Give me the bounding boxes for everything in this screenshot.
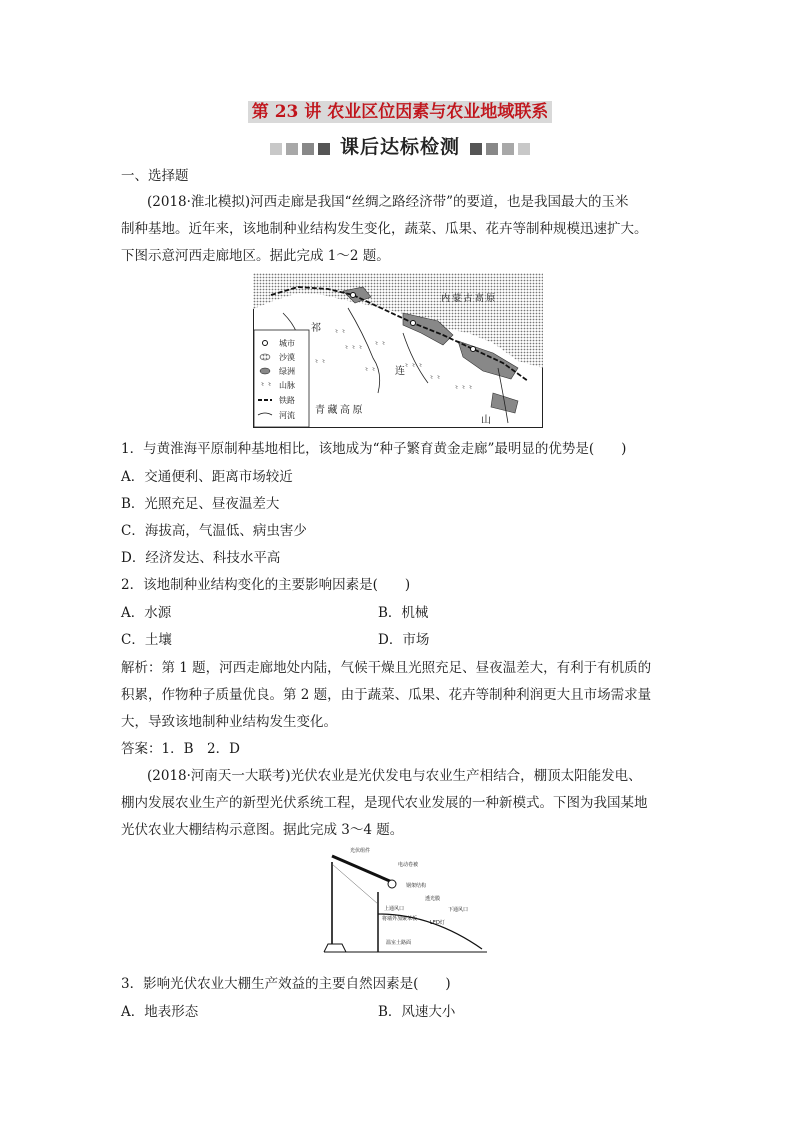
label-motor-roller: 电动卷被 [398, 862, 419, 868]
svg-text:⺀⺀⺀: ⺀⺀⺀ [453, 385, 474, 393]
label-mongolia-plateau: 内 蒙 古 高 原 [441, 293, 496, 303]
analysis-line-2: 积累，作物种子质量优良。第 2 题，由于蔬菜、瓜果、花卉等制种利润更大且市场需求量 [121, 687, 652, 703]
intro2-line-2: 棚内发展农业生产的新型光伏系统工程，是现代农业发展的一种新模式。下图为我国某地 [121, 795, 648, 811]
legend-city-symbol [263, 341, 268, 346]
base-structure [324, 944, 346, 952]
intro2-line-3: 光伏农业大棚结构示意图。据此完成 3～4 题。 [121, 822, 404, 838]
answer-line: 答案：1．B 2．D [121, 741, 240, 757]
label-upper-vent: 上通风口 [384, 906, 405, 912]
intro2-line-1: (2018·河南天一大联考)光伏农业是光伏发电与农业生产相结合，棚顶太阳能发电、 [147, 768, 642, 784]
section-banner [0, 132, 800, 159]
section-heading: 一、选择题 [121, 168, 189, 184]
svg-text:⺀⺀: ⺀⺀ [313, 359, 327, 367]
q1-option-d: D．经济发达、科技水平高 [121, 550, 281, 566]
map-legend [254, 330, 309, 427]
svg-text:⺀⺀: ⺀⺀ [333, 329, 347, 337]
svg-text:⺀⺀: ⺀⺀ [428, 375, 442, 383]
label-lian: 连 [395, 366, 405, 377]
label-ground: 温室土路面 [386, 940, 412, 946]
city-1 [351, 293, 356, 298]
q3-stem: 3．影响光伏农业大棚生产效益的主要自然因素是( ) [121, 976, 451, 992]
legend-oasis: 绿洲 [279, 367, 295, 376]
q1-stem: 1．与黄淮海平原制种基地相比，该地成为“种子繁育黄金走廊”最明显的优势是( ) [121, 441, 627, 457]
q1-option-c: C．海拔高，气温低、病虫害少 [121, 523, 307, 539]
q2-stem: 2．该地制种业结构变化的主要影响因素是( ) [121, 577, 411, 593]
svg-text:⺀⺀⺀: ⺀⺀⺀ [343, 345, 364, 353]
support-line [332, 864, 378, 904]
label-qingzang-plateau: 青 藏 高 原 [315, 405, 363, 416]
pv-greenhouse-diagram [322, 844, 492, 956]
page-title: 第 23 讲 农业区位因素与农业地域联系 [0, 97, 800, 122]
banner-text: 课后达标检测 [339, 136, 460, 158]
svg-text:⺀⺀: ⺀⺀ [373, 341, 387, 349]
q3-option-b: B．风速大小 [378, 1004, 456, 1020]
legend-desert: 沙漠 [279, 353, 295, 362]
city-3 [471, 347, 476, 352]
analysis-line-3: 大，导致该地制种业结构发生变化。 [121, 714, 337, 730]
label-shan: 山 [481, 415, 491, 426]
hexi-corridor-map [253, 273, 543, 428]
label-film: 透光膜 [425, 896, 441, 902]
banner-blocks-right [468, 137, 532, 159]
legend-oasis-symbol [260, 368, 270, 374]
q1-option-a: A．交通便利、距离市场较近 [121, 469, 293, 485]
intro-line-1: (2018·淮北模拟)河西走廊是我国“丝绸之路经济带”的要道，也是我国最大的玉米 [147, 194, 629, 210]
q2-option-a: A．水源 [121, 605, 172, 621]
q2-option-b: B．机械 [378, 605, 429, 621]
legend-river: 河流 [279, 411, 295, 420]
svg-text:⺀⺀: ⺀⺀ [363, 367, 377, 375]
q3-option-a: A．地表形态 [121, 1004, 199, 1020]
label-pv-module: 光伏组件 [350, 848, 371, 854]
label-steel-frame: 钢架结构 [406, 883, 427, 889]
banner-blocks-left [268, 137, 332, 159]
legend-railway: 铁路 [279, 396, 295, 405]
legend-mountain: 山脉 [279, 381, 295, 390]
intro-line-3: 下图示意河西走廊地区。据此完成 1～2 题。 [121, 248, 390, 264]
label-lower-vent: 下通风口 [448, 907, 469, 913]
legend-city: 城市 [279, 339, 295, 348]
legend-mountain-symbol: ⺀⺀ [259, 382, 273, 390]
q2-option-c: C．土壤 [121, 632, 172, 648]
svg-text:⺀⺀⺀: ⺀⺀⺀ [403, 363, 424, 371]
city-2 [411, 321, 416, 326]
analysis-line-1: 解析：第 1 题，河西走廊地处内陆，气候干燥且光照充足、昼夜温差大，有利于有机质的 [121, 660, 652, 676]
label-led: LED灯 [430, 920, 445, 926]
intro-line-2: 制种基地。近年来，该地制种业结构发生变化，蔬菜、瓜果、花卉等制种规模迅速扩大。 [121, 221, 648, 237]
q2-option-d: D．市场 [378, 632, 430, 648]
label-wall-insulation: 将墙外加聚苯板 [382, 916, 418, 922]
q1-option-b: B．光照充足、昼夜温差大 [121, 496, 280, 512]
roof-panel [332, 856, 392, 882]
roller-icon [388, 880, 396, 888]
label-qi: 祁 [311, 323, 321, 334]
legend-desert-symbol [260, 354, 270, 360]
